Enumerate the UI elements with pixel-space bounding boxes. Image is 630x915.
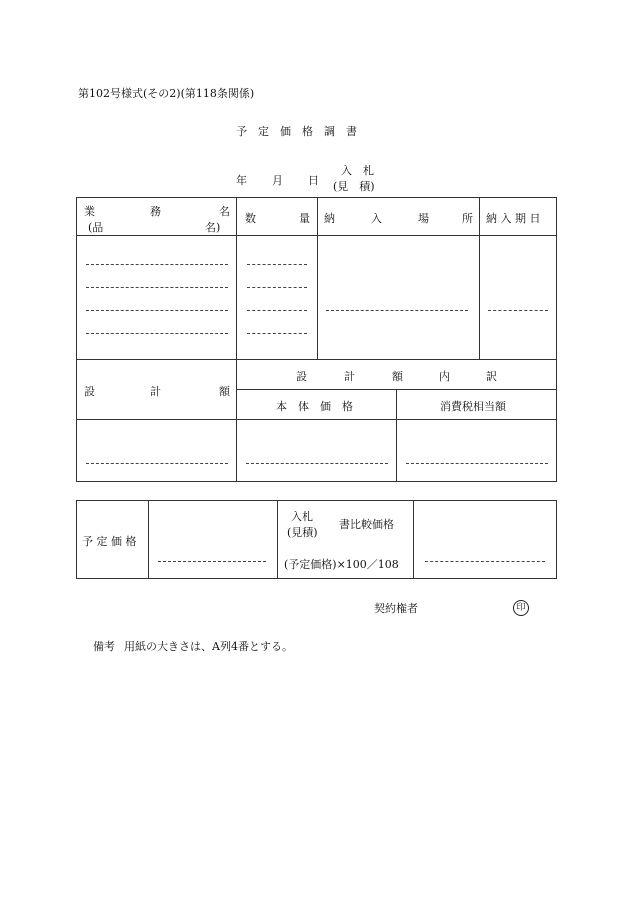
header-mei: 名 <box>219 205 230 218</box>
header-basho-nyu: 入 <box>371 212 382 225</box>
consumption-tax-header: 消費税相当額 <box>440 400 506 413</box>
base-price-header: 本 体 価 格 <box>276 400 353 413</box>
header-suryo-ryo: 量 <box>299 212 310 225</box>
delivery-place-line[interactable] <box>326 310 468 311</box>
design-amount-label-3: 額 <box>219 385 230 398</box>
design-amount-label-2: 計 <box>150 385 161 398</box>
table-divider <box>277 500 278 579</box>
date-day[interactable]: 日 <box>308 174 319 187</box>
header-hin: (品 <box>88 221 104 234</box>
item-name-line[interactable] <box>86 333 228 334</box>
table-divider <box>148 500 149 579</box>
table-divider <box>396 389 397 482</box>
design-amount-label-1: 設 <box>84 385 95 398</box>
header-basho-ba: 場 <box>418 212 429 225</box>
table-divider <box>76 235 557 236</box>
delivery-date-line[interactable] <box>488 310 548 311</box>
breakdown-title-1: 設 <box>296 370 307 383</box>
header-hin-mei: 名) <box>205 221 221 234</box>
header-suryo-su: 数 <box>245 212 256 225</box>
date-month[interactable]: 月 <box>272 174 283 187</box>
note-text: 用紙の大きさは、A列4番とする。 <box>124 640 293 653</box>
planned-price-label: 予 定 価 格 <box>82 535 137 548</box>
header-basho-sho: 所 <box>462 212 473 225</box>
header-delivery-date: 納 入 期 日 <box>486 212 541 225</box>
table-divider <box>479 197 480 359</box>
header-gyomu: 業 <box>84 205 95 218</box>
quantity-line[interactable] <box>247 333 307 334</box>
comparison-price-line[interactable] <box>425 561 545 562</box>
quantity-line[interactable] <box>247 264 307 265</box>
comparison-formula: (予定価格)×100／108 <box>284 558 399 571</box>
table-divider <box>76 419 557 420</box>
nyusatsu-label: 入 札 <box>341 164 374 177</box>
date-year[interactable]: 年 <box>236 174 247 187</box>
quantity-line[interactable] <box>247 310 307 311</box>
design-amount-line[interactable] <box>86 463 228 464</box>
breakdown-title-4: 内 <box>439 370 450 383</box>
comparison-price-label: 書比較価格 <box>339 518 394 531</box>
table-divider <box>236 197 237 482</box>
contract-authority-label: 契約権者 <box>374 602 418 615</box>
header-basho-no: 納 <box>324 212 335 225</box>
item-name-line[interactable] <box>86 310 228 311</box>
table-divider <box>317 197 318 359</box>
comparison-nyusatsu: 入札 <box>291 510 313 523</box>
note-label: 備考 <box>93 640 115 653</box>
comparison-mitsumori: (見積) <box>287 526 318 539</box>
seal-icon: 印 <box>513 600 529 616</box>
breakdown-title-3: 額 <box>392 370 403 383</box>
header-mu: 務 <box>150 205 161 218</box>
planned-price-line[interactable] <box>158 561 266 562</box>
base-price-line[interactable] <box>246 463 388 464</box>
document-title: 予 定 価 格 調 書 <box>236 125 357 138</box>
item-name-line[interactable] <box>86 264 228 265</box>
consumption-tax-line[interactable] <box>406 463 548 464</box>
form-number: 第102号様式(その2)(第118条関係) <box>78 87 255 100</box>
breakdown-title-2: 計 <box>344 370 355 383</box>
mitsumori-label: (見 積) <box>333 180 375 193</box>
breakdown-title-5: 訳 <box>486 370 497 383</box>
table-divider <box>413 500 414 579</box>
item-name-line[interactable] <box>86 287 228 288</box>
table-divider <box>76 359 557 360</box>
quantity-line[interactable] <box>247 287 307 288</box>
